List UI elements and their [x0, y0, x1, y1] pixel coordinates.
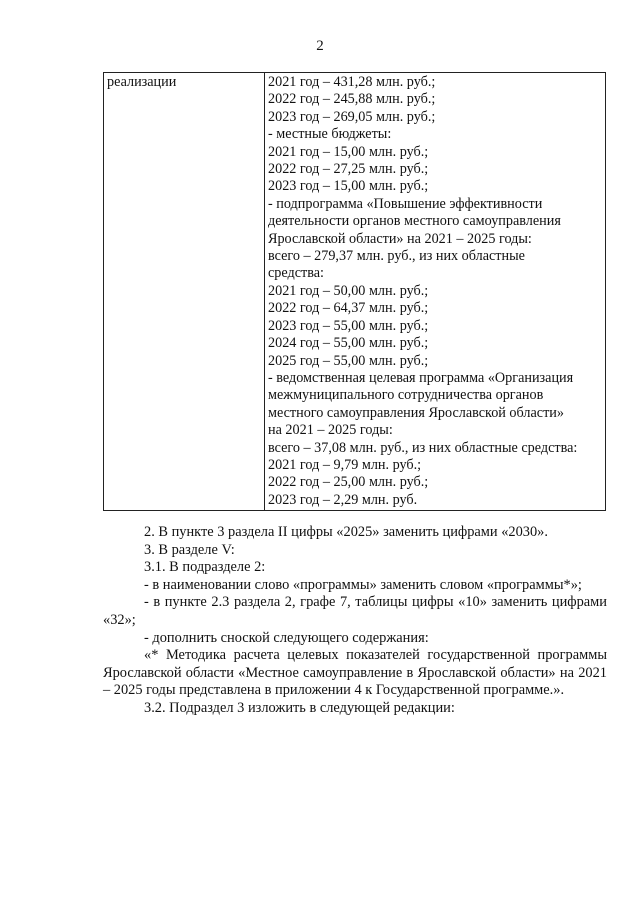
table-line: - местные бюджеты: [268, 126, 392, 143]
table-line: 2023 год – 15,00 млн. руб.; [268, 178, 429, 195]
table-line: деятельности органов местного самоуправления [268, 213, 561, 230]
paragraph-add-footnote: - дополнить сноской следующего содержания: [144, 629, 429, 646]
paragraph-replace-digits: - в пункте 2.3 раздела 2, графе 7, таблицы цифры «10» заменить цифрами «32»; [103, 594, 607, 628]
table-line: межмуниципального сотрудничества органов [268, 387, 544, 404]
paragraph-footnote-text: «* Методика расчета целевых показателей государственной программы Ярославской области «Местное самоуправление в Ярославской области» на 2021 – 2025 годы представлена в приложении 4 к Государственной программе.». [103, 647, 607, 699]
paragraph-item-3-1: 3.1. В подразделе 2: [144, 559, 266, 576]
table-line: 2022 год – 64,37 млн. руб.; [268, 300, 429, 317]
paragraph-item-3-2: 3.2. Подраздел 3 изложить в следующей редакции: [144, 699, 455, 716]
table-line: всего – 37,08 млн. руб., из них областные средства: [268, 439, 578, 456]
table-row [104, 73, 606, 511]
table-line: всего – 279,37 млн. руб., из них областные [268, 248, 525, 265]
table-line: 2021 год – 431,28 млн. руб.; [268, 74, 436, 90]
table-line: 2022 год – 25,00 млн. руб.; [268, 474, 429, 491]
table-line: 2022 год – 27,25 млн. руб.; [268, 161, 429, 178]
document-body [103, 524, 607, 718]
table-line: 2023 год – 269,05 млн. руб.; [268, 108, 436, 125]
financing-table [103, 72, 606, 511]
paragraph-rename: - в наименовании слово «программы» заменить словом «программы*»; [144, 576, 582, 593]
table-line: местного самоуправления Ярославской области» [268, 404, 564, 421]
paragraph-item-2: 2. В пункте 3 раздела II цифры «2025» заменить цифрами «2030». [144, 524, 548, 540]
table-line: 2023 год – 2,29 млн. руб. [268, 491, 418, 508]
table-line: 2021 год – 15,00 млн. руб.; [268, 143, 429, 160]
table-line: 2021 год – 50,00 млн. руб.; [268, 282, 429, 299]
table-line: - ведомственная целевая программа «Организация [268, 369, 574, 386]
page-number: 2 [316, 38, 324, 54]
table-line: 2023 год – 55,00 млн. руб.; [268, 317, 429, 334]
table-line: 2024 год – 55,00 млн. руб.; [268, 335, 429, 352]
table-line: - подпрограмма «Повышение эффективности [268, 195, 543, 212]
table-line: Ярославской области» на 2021 – 2025 годы: [268, 230, 532, 247]
table-line: 2025 год – 55,00 млн. руб.; [268, 352, 429, 369]
table-cell-label [104, 73, 265, 511]
table-cell-label-text: реализации [107, 74, 177, 90]
paragraph-item-3: 3. В разделе V: [144, 541, 235, 558]
table-line: 2021 год – 9,79 млн. руб.; [268, 456, 422, 473]
table-line: на 2021 – 2025 годы: [268, 422, 393, 439]
table-line: 2022 год – 245,88 млн. руб.; [268, 91, 436, 108]
table-cell-content [265, 73, 606, 511]
table-line: средства: [268, 265, 324, 282]
